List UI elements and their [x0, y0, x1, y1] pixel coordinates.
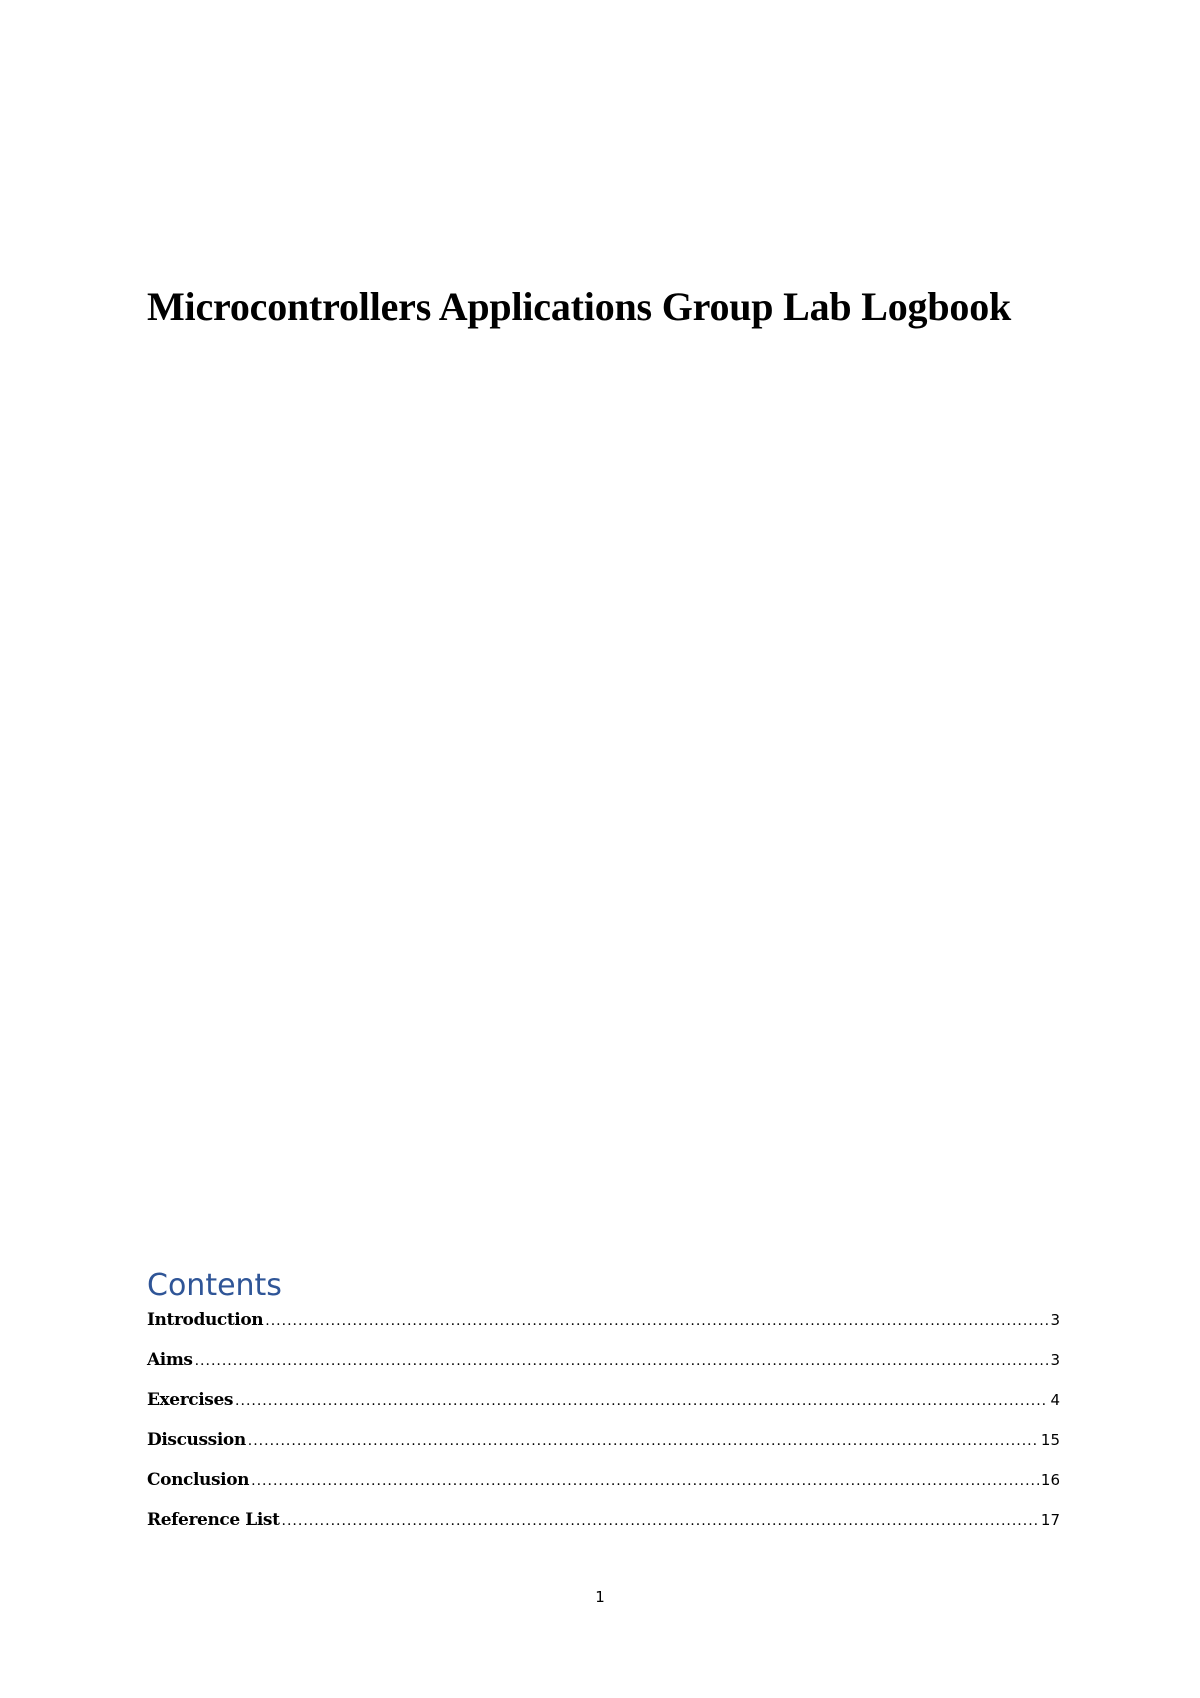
toc-dot-leader — [248, 1430, 1039, 1452]
toc-dot-leader — [195, 1350, 1049, 1372]
toc-entry-page: 15 — [1040, 1431, 1060, 1449]
toc-entry-title: Introduction — [147, 1310, 264, 1330]
toc-dot-leader — [235, 1390, 1048, 1412]
toc-entry-page: 3 — [1050, 1351, 1060, 1369]
toc-entry-title: Conclusion — [147, 1470, 250, 1490]
toc-entry-aims[interactable] — [147, 1349, 1060, 1389]
document-title: Microcontrollers Applications Group Lab Logbook — [147, 284, 1012, 329]
toc-dot-leader — [282, 1510, 1039, 1532]
toc-dot-leader — [265, 1310, 1048, 1332]
toc-entry-page: 17 — [1040, 1511, 1060, 1529]
toc-entry-title: Aims — [147, 1350, 193, 1370]
toc-entry-page: 3 — [1050, 1311, 1060, 1329]
toc-dot-leader — [251, 1470, 1039, 1492]
page-number: 1 — [595, 1588, 605, 1606]
toc-entry-page: 4 — [1050, 1391, 1060, 1409]
toc-entry-title: Discussion — [147, 1430, 246, 1450]
toc-entry-exercises[interactable] — [147, 1389, 1060, 1429]
toc-entry-conclusion[interactable] — [147, 1469, 1060, 1509]
toc-list — [147, 1309, 1060, 1549]
toc-entry-discussion[interactable] — [147, 1429, 1060, 1469]
contents-heading: Contents — [147, 1268, 282, 1303]
toc-entry-reference-list[interactable] — [147, 1509, 1060, 1549]
toc-entry-title: Exercises — [147, 1390, 234, 1410]
toc-entry-page: 16 — [1040, 1471, 1060, 1489]
table-of-contents — [147, 1267, 1060, 1549]
toc-entry-introduction[interactable] — [147, 1309, 1060, 1349]
toc-entry-title: Reference List — [147, 1510, 280, 1530]
